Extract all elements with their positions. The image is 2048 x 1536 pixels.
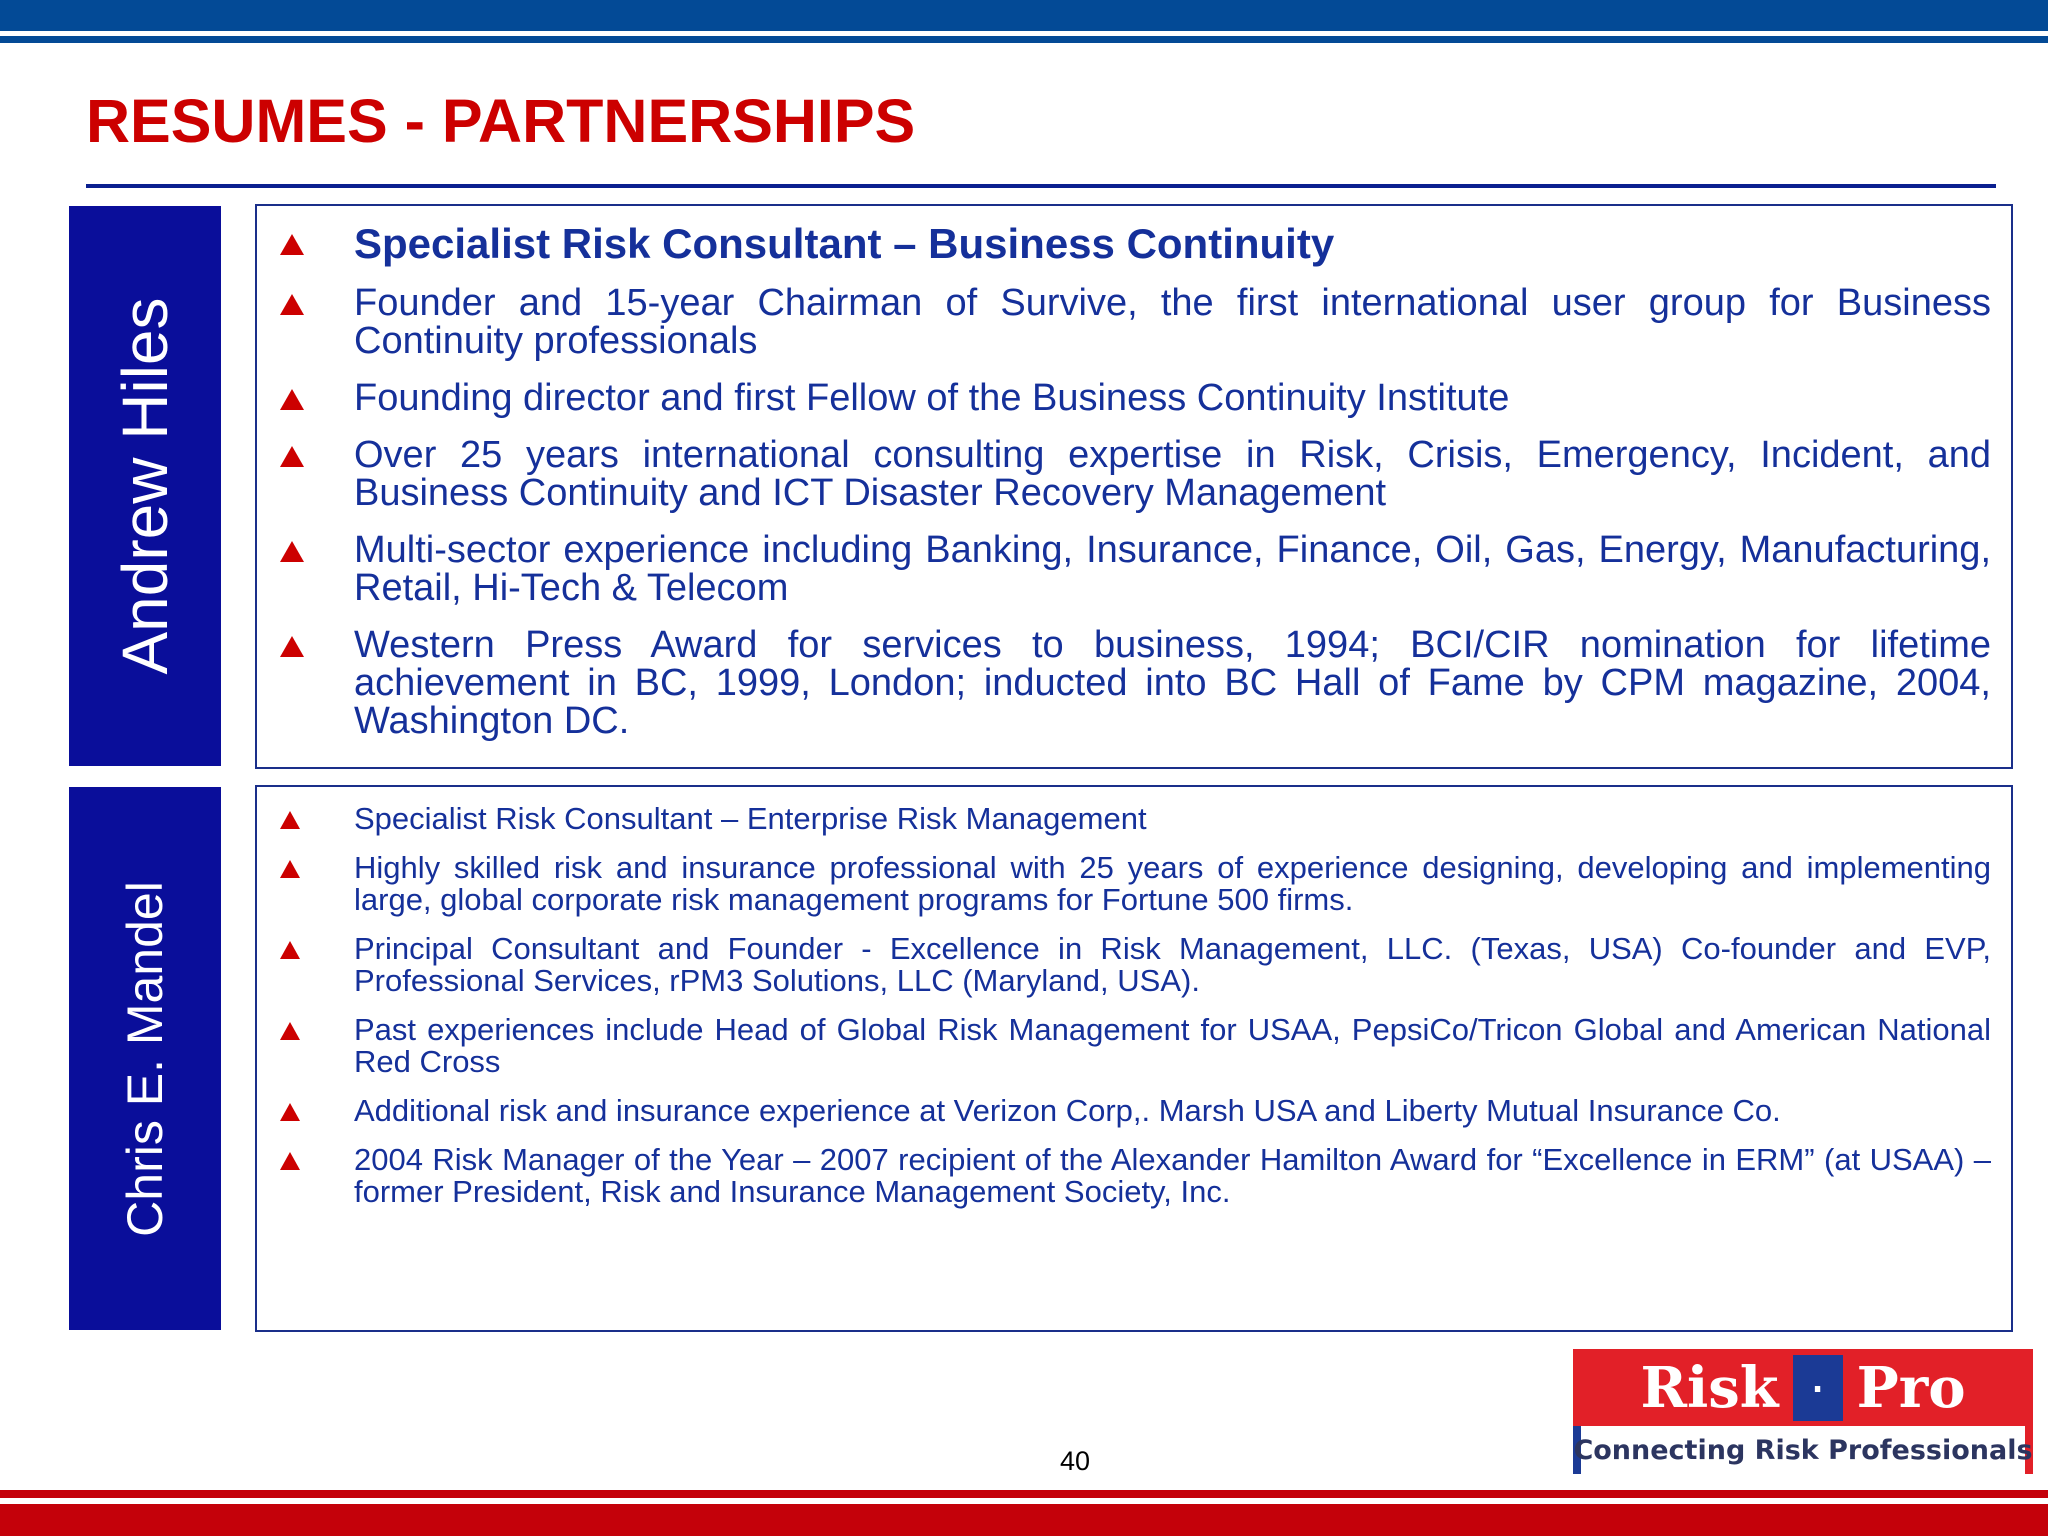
bullet-item: Past experiences include Head of Global Risk Management for USAA, PepsiCo/Tricon Global and American National Red Cross bbox=[257, 1014, 2011, 1078]
bottom-footer-band bbox=[0, 1504, 2048, 1536]
bullet-item: Western Press Award for services to business, 1994; BCI/CIR nomination for lifetime achievement in BC, 1999, London; inducted into BC Hall of Fame by CPM magazine, 2004, Washington DC. bbox=[257, 626, 2011, 740]
triangle-bullet-icon bbox=[280, 941, 300, 959]
slide-title: RESUMES - PARTNERSHIPS bbox=[86, 87, 916, 155]
riskpro-logo bbox=[1573, 1349, 2033, 1474]
logo-tagline: Connecting Risk Professionals bbox=[1573, 1426, 2033, 1474]
top-header-stripe bbox=[0, 36, 2048, 43]
bullet-item: 2004 Risk Manager of the Year – 2007 recipient of the Alexander Hamilton Award for “Excellence in ERM” (at USAA) – former President, Risk and Insurance Management Society, Inc. bbox=[257, 1144, 2011, 1208]
bullet-list bbox=[257, 221, 2011, 759]
bullet-item: Specialist Risk Consultant – Enterprise Risk Management bbox=[257, 803, 2011, 835]
triangle-bullet-icon bbox=[280, 1103, 300, 1121]
triangle-bullet-icon bbox=[280, 446, 304, 467]
name-panel-andrew-hiles bbox=[69, 206, 221, 766]
logo-separator-dot: · bbox=[1793, 1355, 1843, 1421]
bullet-item: Founding director and first Fellow of the Business Continuity Institute bbox=[257, 379, 2011, 417]
bullet-item: Specialist Risk Consultant – Business Continuity bbox=[257, 221, 2011, 267]
logo-wordmark: Risk · Pro bbox=[1573, 1349, 2033, 1426]
triangle-bullet-icon bbox=[280, 541, 304, 562]
bottom-footer-stripe bbox=[0, 1490, 2048, 1498]
title-underline bbox=[86, 184, 1996, 188]
person-name: Andrew Hiles bbox=[109, 297, 181, 675]
triangle-bullet-icon bbox=[280, 389, 304, 410]
resume-box-chris-mandel bbox=[255, 785, 2013, 1332]
bullet-item: Multi-sector experience including Banking, Insurance, Finance, Oil, Gas, Energy, Manufacturing, Retail, Hi-Tech & Telecom bbox=[257, 531, 2011, 607]
person-name: Chris E. Mandel bbox=[117, 880, 173, 1237]
triangle-bullet-icon bbox=[280, 1022, 300, 1040]
bullet-item: Principal Consultant and Founder - Excellence in Risk Management, LLC. (Texas, USA) Co-founder and EVP, Professional Services, rPM3 Solutions, LLC (Maryland, USA). bbox=[257, 933, 2011, 997]
bullet-item: Highly skilled risk and insurance professional with 25 years of experience designing, developing and implementing large, global corporate risk management programs for Fortune 500 firms. bbox=[257, 852, 2011, 916]
bullet-item: Founder and 15-year Chairman of Survive, the first international user group for Business Continuity professionals bbox=[257, 284, 2011, 360]
name-panel-chris-mandel bbox=[69, 787, 221, 1330]
top-header-band bbox=[0, 0, 2048, 31]
page-number: 40 bbox=[1059, 1446, 1091, 1476]
triangle-bullet-icon bbox=[280, 294, 304, 315]
bullet-list bbox=[257, 803, 2011, 1225]
triangle-bullet-icon bbox=[280, 860, 300, 878]
triangle-bullet-icon bbox=[280, 811, 300, 829]
triangle-bullet-icon bbox=[280, 636, 304, 657]
resume-box-andrew-hiles bbox=[255, 204, 2013, 769]
bullet-item: Over 25 years international consulting expertise in Risk, Crisis, Emergency, Incident, and Business Continuity and ICT Disaster Recovery Management bbox=[257, 436, 2011, 512]
bullet-item: Additional risk and insurance experience at Verizon Corp,. Marsh USA and Liberty Mutual Insurance Co. bbox=[257, 1095, 2011, 1127]
triangle-bullet-icon bbox=[280, 1152, 300, 1170]
triangle-bullet-icon bbox=[280, 234, 304, 255]
